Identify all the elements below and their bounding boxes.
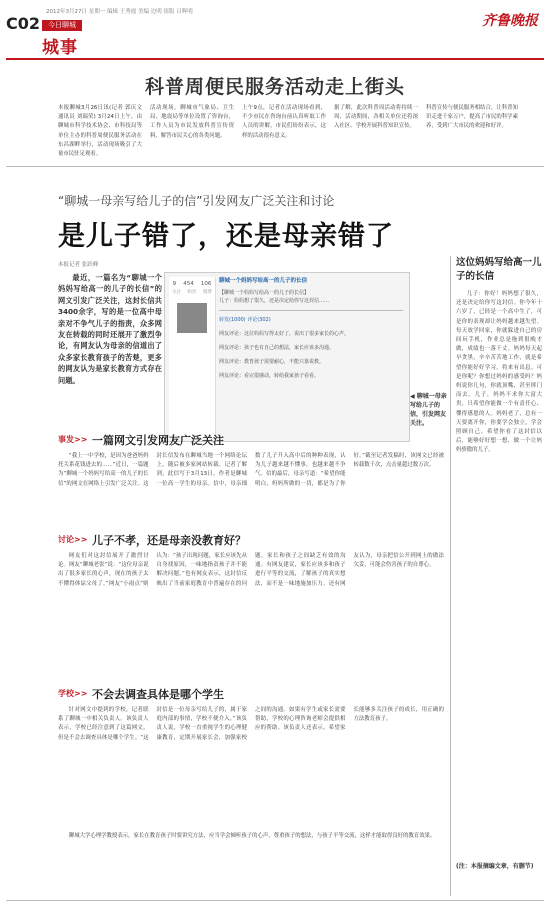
stat-fans: 454 <box>183 281 194 287</box>
letter-box <box>456 256 542 896</box>
caption-arrow-icon: ◀ <box>410 393 417 400</box>
masthead <box>0 0 550 60</box>
weibo-line: 网友评论：教育孩子需要耐心，不能只靠说教。 <box>219 359 325 365</box>
weibo-main <box>219 277 403 437</box>
letter-note: (注：本报摘编文章，有删节) <box>456 863 534 870</box>
page-number: C02 <box>6 14 41 33</box>
section-tag-label: 今日聊城 <box>48 21 76 29</box>
weibo-screenshot <box>164 272 410 442</box>
section-title: 儿子不孝，还是母亲没教育好？ <box>92 534 246 547</box>
top-story-col-3: 上午9点，记者在活动现场看到，不少市民在咨询台前认真听取工作人员的讲解，市民们纷纷表示，这样的活动很有意义。 <box>242 105 326 139</box>
section-header <box>58 686 444 702</box>
section-name: 城事 <box>42 38 78 58</box>
tail-text: 聊城大学心理学教授表示，家长在教育孩子时要讲究方法，应当学会倾听孩子的心声，尊重孩子的想法，与孩子平等交流，这样才能取得良好的教育效果。 <box>68 833 436 839</box>
top-story-col-1: 本报聊城3月26日讯(记者 郭庆文 通讯员 刘瑞荣) 3月24日上午，由聊城市科学技术协会、市科技局等单位主办的科普周便民服务活动在东昌湖畔举行，活动现场吸引了大量市民驻足观看。 <box>58 105 142 158</box>
stat-label-fans: 粉丝 <box>187 290 197 295</box>
masthead-rule <box>6 58 544 60</box>
top-story-col-4: 据了解，此次科普周活动将持续一周，活动期间，各相关单位还将深入社区、学校开展科普知识宣传。 <box>334 105 418 130</box>
stat-posts: 106 <box>200 281 212 287</box>
caption-text: 聊城一母亲写给儿子的信，引发网友关注。 <box>410 393 447 427</box>
intro-box <box>58 272 162 432</box>
divider <box>6 166 544 167</box>
weibo-title: 聊城一个妈妈写给高一的儿子的长信 <box>219 278 308 284</box>
top-story-col-2: 活动现场，聊城市气象局、卫生局、地震局等单位设置了咨询台，工作人员为市民发放科普宣传资料，解答市民关心的各类问题。 <box>150 105 234 139</box>
section-label: 学校>> <box>58 689 88 698</box>
masthead-info: 2012年3月27日 星期一 编辑 王秀霞 美编 边明 组版 吕辉明 <box>46 9 193 15</box>
page-number-block <box>6 14 41 34</box>
top-story-col-5: 科普宣传与便民服务相结合，让科普知识走进千家万户，提高了市民的科学素养，受到广大市民的欢迎和好评。 <box>426 105 518 130</box>
weibo-line: 网友评论：这位妈妈写得太好了，说出了很多家长的心声。 <box>219 331 350 337</box>
top-story-headline: 科普周便民服务活动走上街头 <box>144 76 405 98</box>
weibo-line: 【聊城一个妈妈写给高一的儿子的长信】 <box>219 290 310 296</box>
weibo-line: 转发(1000) 评论(302) <box>219 317 271 323</box>
section-header <box>58 532 444 548</box>
main-story-headline: 是儿子错了，还是母亲错了 <box>58 221 394 252</box>
letter-body: 儿子：你好！妈妈想了很久，还是决定给你写这封信。你今年十六岁了，已经是一个高中生了，可是你的表现却让妈妈越来越失望。每天放学回家，你就躲进自己的房间玩手机，作业总是拖到很晚才做，成绩也一落千丈。妈妈每天起早贪黑，辛辛苦苦地工作，就是希望你能好好学习，将来有出息。可是你呢？你想过妈妈的感受吗？妈妈说你几句，你就顶嘴，甚至摔门而去。儿子，妈妈不求你大富大贵，只希望你能做一个有责任心、懂得感恩的人。妈妈老了，总有一天要离开你，你要学会独立，学会照顾自己。希望你看了这封信以后，能够好好想一想，做一个让妈妈骄傲的儿子。 <box>456 291 542 454</box>
footer-rule <box>6 900 544 901</box>
stat-follow: 9 <box>172 281 177 287</box>
weibo-avatar <box>177 303 207 333</box>
byline: 本报记者 张跃峰 <box>58 262 99 268</box>
section-label: 讨论>> <box>58 535 88 544</box>
letter-title: 这位妈妈写给高一儿子的长信 <box>456 257 542 282</box>
weibo-sidebar <box>169 277 216 437</box>
stat-label-follow: 关注 <box>172 290 182 295</box>
section-title: 一篇网文引发网友广泛关注 <box>92 434 224 447</box>
photo-caption <box>410 392 448 428</box>
section-tag <box>42 20 82 31</box>
intro-text: 最近，一篇名为“聊城一个妈妈写给高一的儿子的长信”的网文引发广泛关注，这封长信共3400余字，写的是一位高中母亲对不争气儿子的指责，众多网友在转载的同时还展开了激烈争论，有网友认为母亲的信道出了众多家长教育孩子的苦楚，更多的网友认为是家长教育方式存在问题。 <box>58 273 162 385</box>
section-label: 事发>> <box>58 435 88 444</box>
weibo-line: 儿子：妈妈想了很久，还是决定给你写这封信…… <box>219 298 330 304</box>
weibo-line: 网友评论：孩子也有自己的想法，家长应该多沟通。 <box>219 345 335 351</box>
section-title: 不会去调查具体是哪个学生 <box>92 688 224 701</box>
letter-divider <box>450 256 451 896</box>
section-header <box>58 432 444 448</box>
weibo-separator <box>219 310 403 311</box>
weibo-line: 网友评论：看完很感动，转给我家孩子看看。 <box>219 373 320 379</box>
stat-label-posts: 微博 <box>202 290 212 295</box>
weibo-stat-labels <box>169 289 215 295</box>
section-body: “我上一中学校，是因为爸爸妈妈托关系花钱进去的……”近日，一篇题为“聊城一个妈妈写给高一的儿子的长信”的网文在网络上引发广泛关注。这封长信发布在聊城当地一个网络论坛上，随后被多家网站转载。记者了解到，此信写于3月13日，作者是聊城一位高一学生的母亲。信中，母亲细数了儿子升入高中后的种种表现，认为儿子越来越不懂事，也越来越不争气。信的最后，母亲写道：“希望你能明白，妈妈所做的一切，都是为了你好。”截至记者发稿时，该网文已经被转载数千次，点击量超过数万次。 <box>58 453 444 487</box>
weibo-stats <box>169 281 215 287</box>
section-body: 网友们对这封信展开了激烈讨论。网友“聊城老张”说：“这位母亲说出了很多家长的心声，现在的孩子太不懂得体谅父母了。”网友“小雨点”则认为：“孩子出现问题，家长应该先从自身找原因，一味地指责孩子并不能解决问题。”也有网友表示，这封信反映出了当前家庭教育中普遍存在的问题，家长和孩子之间缺乏有效的沟通。有网友建议，家长应该多和孩子进行平等的交流，了解孩子的真实想法，而不是一味地施加压力。还有网友认为，母亲把信公开到网上的做法欠妥，可能会伤害孩子的自尊心。 <box>58 553 444 587</box>
paper-logo: 齐鲁晚报 <box>482 13 538 29</box>
section-body: 针对网文中提到的学校，记者联系了聊城一中相关负责人。该负责人表示，学校已经注意到了这篇网文，但是不会去调查具体是哪个学生。“这封信是一位母亲写给儿子的，属于家庭内部的事情，学校不便介入。”该负责人说，学校一直重视学生的心理健康教育，定期开展家长会，加强家校之间的沟通。如果有学生或家长需要帮助，学校的心理咨询老师会提供相应的帮助。该负责人还表示，希望家长能够多关注孩子的成长，用正确的方法教育孩子。 <box>58 707 444 741</box>
main-story-kicker: “聊城一母亲写给儿子的信”引发网友广泛关注和讨论 <box>58 194 335 208</box>
top-story-body <box>58 104 518 160</box>
